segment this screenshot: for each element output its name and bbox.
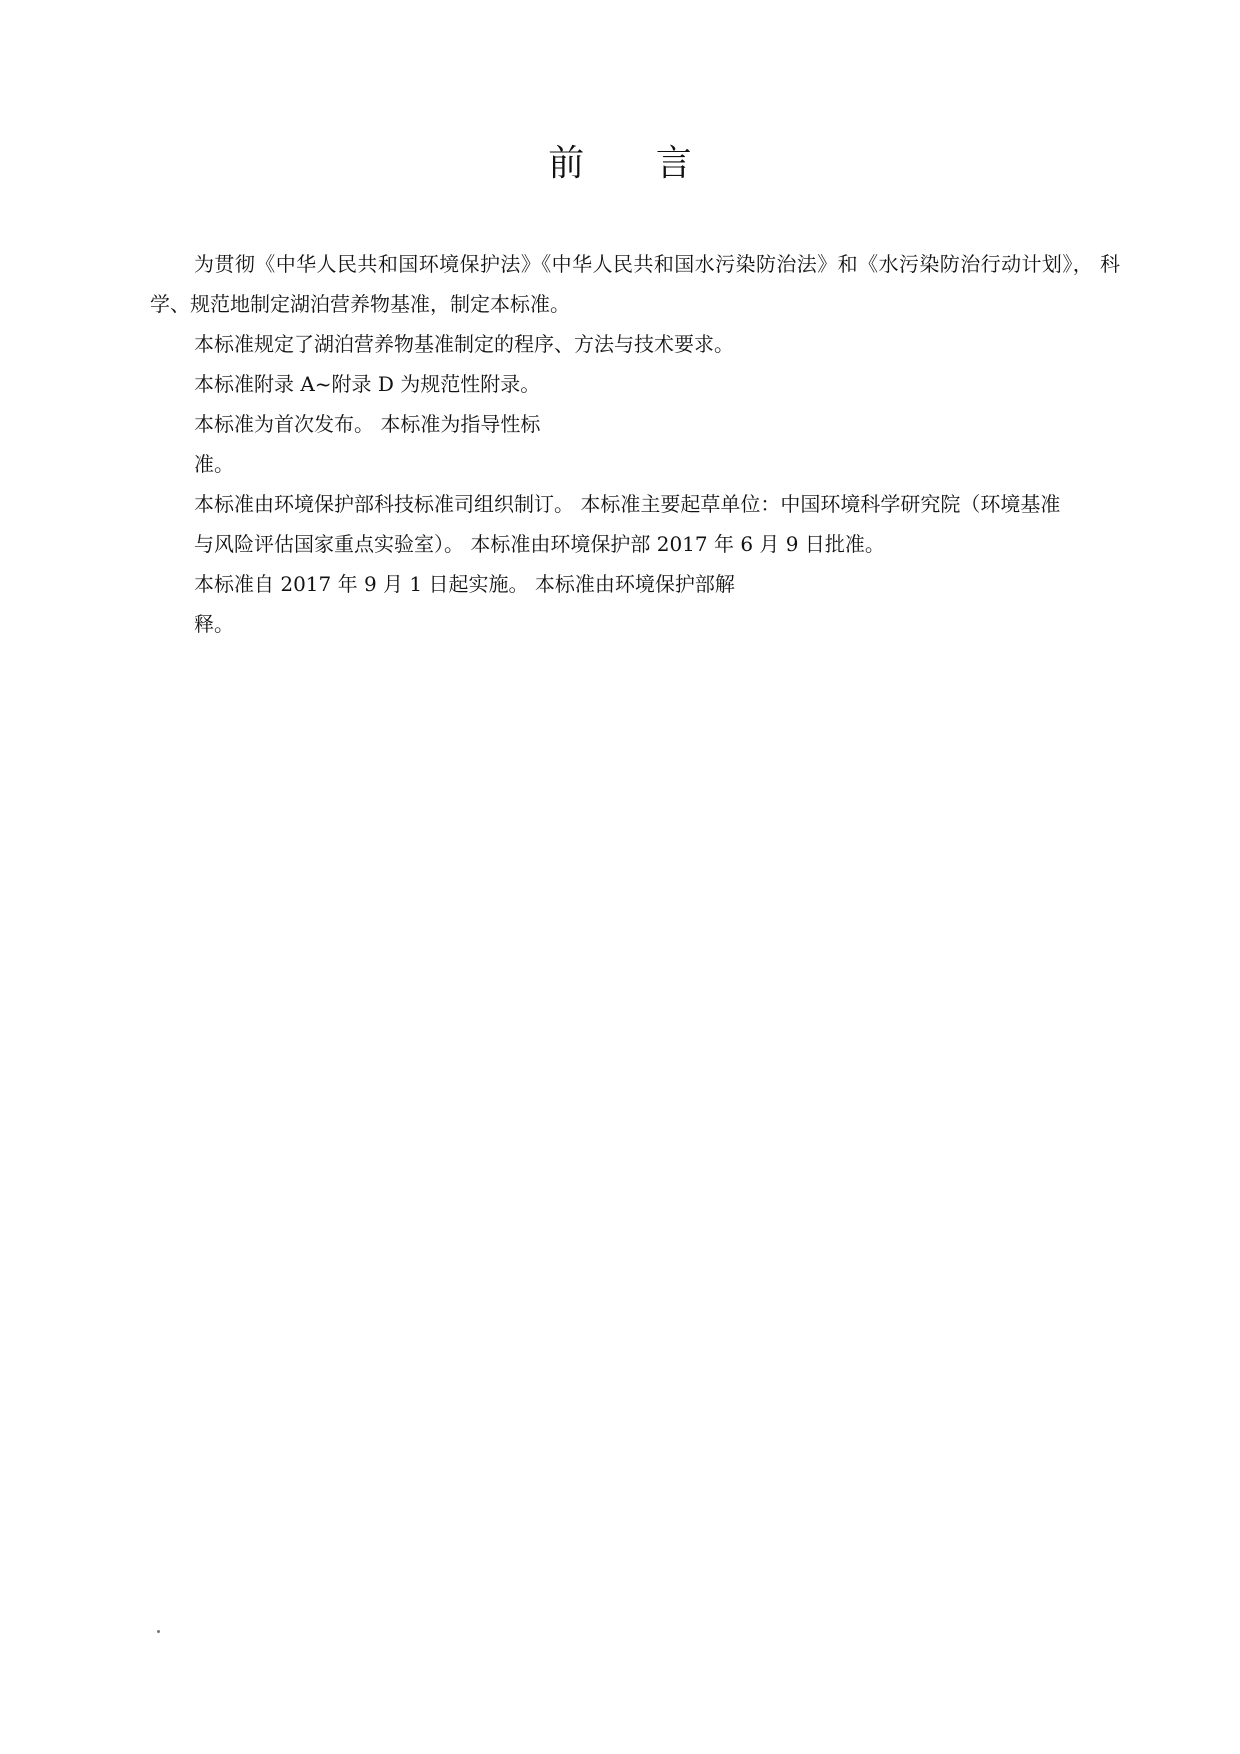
preface-paragraph-effective-line2: 释。 bbox=[194, 612, 234, 636]
page-title: 前 言 bbox=[548, 143, 722, 184]
preface-body bbox=[150, 244, 1120, 644]
footer-dot bbox=[157, 1630, 160, 1633]
preface-paragraph-drafting-line2: 与风险评估国家重点实验室）。 本标准由环境保护部 2017 年 6 月 9 日批准。 bbox=[194, 532, 885, 556]
preface-paragraph-release-line1: 本标准为首次发布。 本标准为指导性标 bbox=[194, 412, 541, 436]
preface-paragraph-purpose: 为贯彻《中华人民共和国环境保护法》《中华人民共和国水污染防治法》和《水污染防治行动计划》， 科学、规范地制定湖泊营养物基准，制定本标准。 bbox=[150, 252, 1120, 316]
preface-paragraph-release-line2: 准。 bbox=[194, 452, 234, 476]
preface-paragraph-appendix: 本标准附录 A~附录 D 为规范性附录。 bbox=[194, 372, 541, 396]
preface-paragraph-drafting-line1: 本标准由环境保护部科技标准司组织制订。 本标准主要起草单位：中国环境科学研究院（环境基准 bbox=[194, 492, 1061, 516]
preface-paragraph-effective-line1: 本标准自 2017 年 9 月 1 日起实施。 本标准由环境保护部解 bbox=[194, 572, 735, 596]
preface-paragraph-scope: 本标准规定了湖泊营养物基准制定的程序、方法与技术要求。 bbox=[194, 332, 734, 356]
